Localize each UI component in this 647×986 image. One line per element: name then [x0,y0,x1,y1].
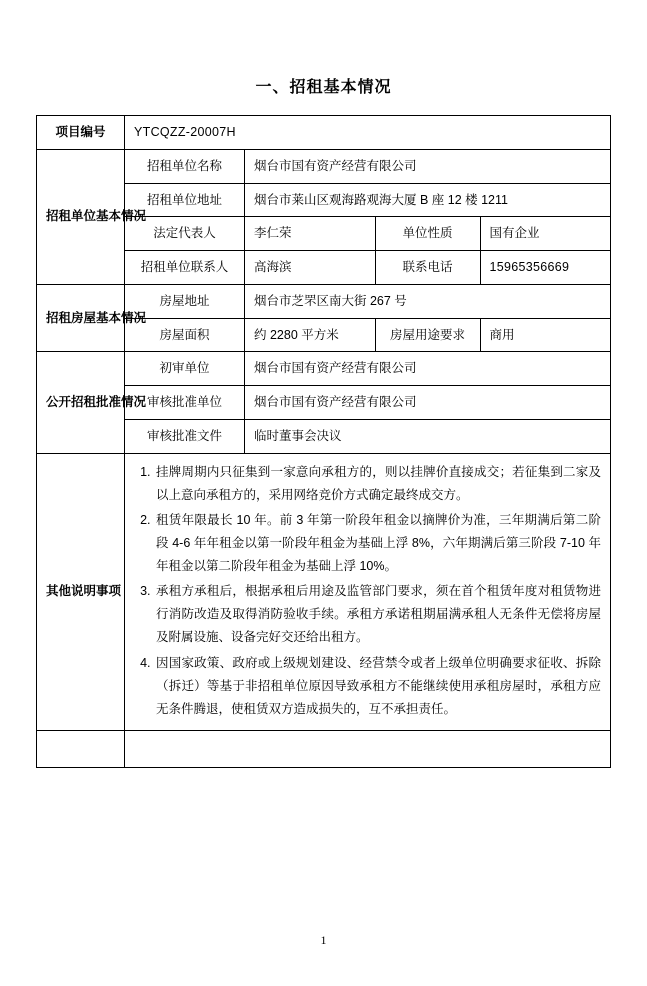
table-row [37,116,611,150]
other-notes-label: 其他说明事项 [37,453,125,730]
unit-nature-label: 单位性质 [375,217,480,251]
first-review-value: 烟台市国有资产经营有限公司 [245,352,611,386]
approval-label: 公开招租批准情况 [37,352,125,453]
unit-address-value: 烟台市莱山区观海路观海大厦 B 座 12 楼 1211 [245,183,611,217]
page-title: 一、招租基本情况 [255,79,392,96]
list-item: 4. 因国家政策、政府或上级规划建设、经营禁令或者上级单位明确要求征收、拆除（拆迁）等基于非招租单位原因导致承租方不能继续使用承租房屋时，承租方应无条件腾退，使租赁双方造成损失的，互不承担责任。 [154,652,601,721]
phone-label: 联系电话 [375,251,480,285]
list-item: 2. 租赁年限最长 10 年。前 3 年第一阶段年租金以摘牌价为准，三年期满后第二阶段 4-6 年年租金以第一阶段年租金为基础上浮 8%，六年期满后第三阶段 7-10 年年租金以第二阶段年租金为基础上浮 10%。 [154,509,601,578]
contact-value: 高海滨 [245,251,376,285]
list-item: 3. 承租方承租后，根据承租后用途及监管部门要求，须在首个租赁年度对租赁物进行消防改造及取得消防验收手续。承租方承诺租期届满承租人无条件无偿将房屋及附属设施、设备完好交还给出租方。 [154,580,601,649]
unit-name-label: 招租单位名称 [125,149,245,183]
list-item: 1. 挂牌周期内只征集到一家意向承租方的，则以挂牌价直接成交；若征集到二家及以上意向承租方的，采用网络竞价方式确定最终成交方。 [154,461,601,507]
project-number-value: YTCQZZ-20007H [125,116,611,150]
house-address-label: 房屋地址 [125,284,245,318]
house-use-label: 房屋用途要求 [375,318,480,352]
table-row [37,453,611,730]
document-page [0,74,647,986]
empty-value-cell [125,730,611,767]
unit-nature-value: 国有企业 [480,217,611,251]
empty-label-cell [37,730,125,767]
unit-address-label: 招租单位地址 [125,183,245,217]
table-row [37,149,611,183]
rental-info-table [36,115,611,768]
table-row [37,352,611,386]
house-info-label: 招租房屋基本情况 [37,284,125,352]
approval-doc-value: 临时董事会决议 [245,419,611,453]
phone-value: 15965356669 [480,251,611,285]
other-notes-list [134,461,601,721]
first-review-label: 初审单位 [125,352,245,386]
house-area-label: 房屋面积 [125,318,245,352]
legal-rep-label: 法定代表人 [125,217,245,251]
approval-unit-value: 烟台市国有资产经营有限公司 [245,386,611,420]
approval-doc-label: 审核批准文件 [125,419,245,453]
page-number: 1 [320,933,327,947]
approval-unit-label: 审核批准单位 [125,386,245,420]
table-row [37,730,611,767]
project-number-label: 项目编号 [37,116,125,150]
house-area-value: 约 2280 平方米 [245,318,376,352]
contact-label: 招租单位联系人 [125,251,245,285]
legal-rep-value: 李仁荣 [245,217,376,251]
house-address-value: 烟台市芝罘区南大街 267 号 [245,284,611,318]
other-notes-cell [125,453,611,730]
house-use-value: 商用 [480,318,611,352]
unit-info-label: 招租单位基本情况 [37,149,125,284]
unit-name-value: 烟台市国有资产经营有限公司 [245,149,611,183]
table-row [37,284,611,318]
